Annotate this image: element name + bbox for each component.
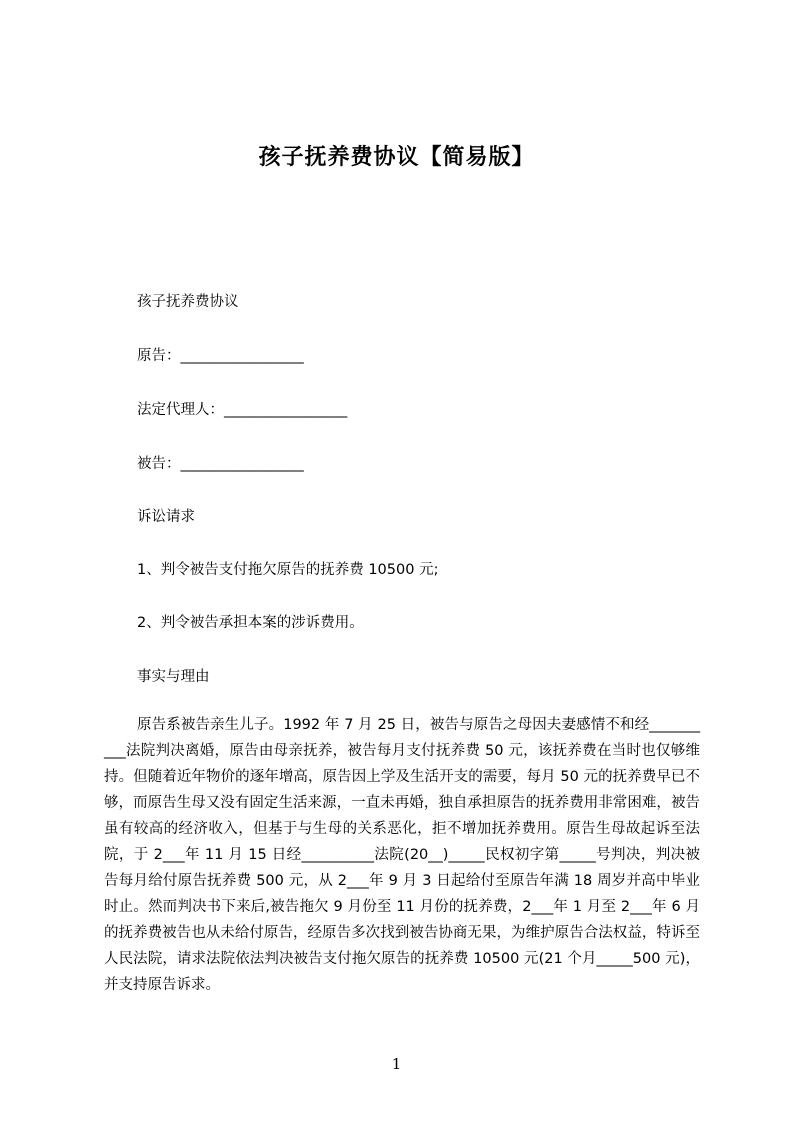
agreement-heading: 孩子抚养费协议 bbox=[137, 294, 239, 310]
document-title: 孩子抚养费协议【简易版】 bbox=[258, 145, 535, 170]
legal-representative-line: 法定代理人：_________________ bbox=[137, 402, 348, 418]
claims-heading: 诉讼请求 bbox=[137, 509, 195, 525]
defendant-line: 被告：_________________ bbox=[137, 456, 304, 472]
facts-paragraph: 原告系被告亲生儿子。1992 年 7 月 25 日，被告与原告之母因夫妻感情不和经__________法院判决离婚，原告由母亲抚养，被告每月支付抚养费 50 元，该抚养费在当时也仅够维持。但随着近年物价的逐年增高，原告因上学及生活开支的需要，每月 50 元的抚养费早已不够，而原告生母又没有固定生活来源，一直未再婚，独自承担原告的抚养费用非常困难，被告虽有较高的经济收入，但基于与生母的关系恶化，拒不增加抚养费用。原告生母故起诉至法院，于 2___年 11 月 15 日经__________法院(20__)_____民权初字第_____号判决，判决被告每月给付原告抚养费 500 元，从 2___年 9 月 3 日起给付至原告年满 18 周岁并高中毕业时止。然而判决书下来后,被告拖欠 9 月份至 11 月份的抚养费，2___年 1 月至 2___年 6 月的抚养费被告也从未给付原告，经原告多次找到被告协商无果，为维护原告合法权益，特诉至人民法院，请求法院依法判决被告支付拖欠原告的抚养费 10500 元(21 个月_____500 元)，并支持原告诉求。 bbox=[104, 717, 700, 993]
page-number: 1 bbox=[391, 1055, 402, 1073]
claim-item-2: 2、判令被告承担本案的涉诉费用。 bbox=[137, 615, 364, 631]
claim-item-1: 1、判令被告支付拖欠原告的抚养费 10500 元; bbox=[137, 562, 439, 578]
plaintiff-line: 原告：_________________ bbox=[137, 348, 304, 364]
facts-heading: 事实与理由 bbox=[137, 669, 210, 685]
